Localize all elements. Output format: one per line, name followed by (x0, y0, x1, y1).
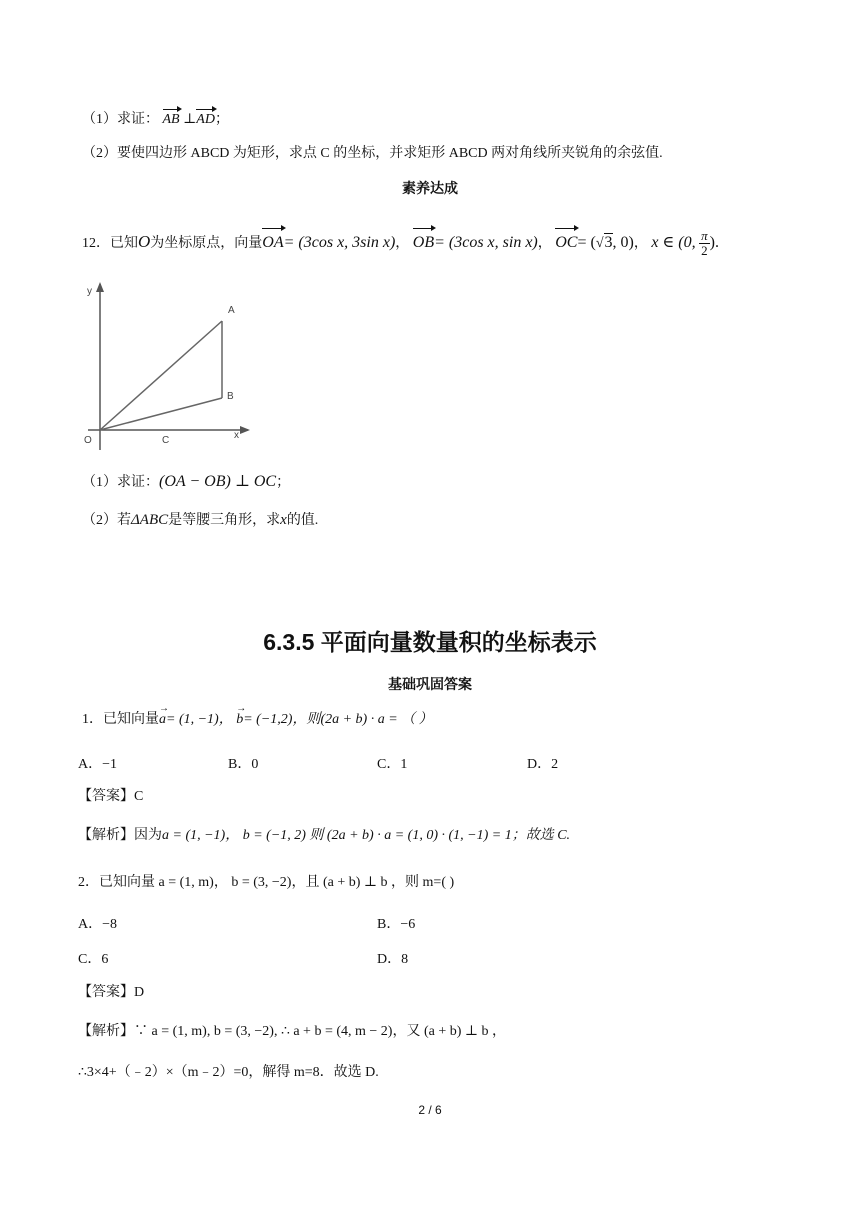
ans2-option-d: D．8 (377, 952, 409, 967)
frac-numerator: π (701, 228, 708, 244)
q12-oc-close: , 0) (612, 234, 634, 251)
q12-part1-prefix: （1）求证： (82, 475, 159, 490)
ans1-option-d: D．2 (527, 757, 559, 772)
label-b: B (227, 391, 234, 402)
vector-ad: AD (196, 110, 215, 130)
ans2-option-a: A．−8 (78, 917, 118, 932)
vector-oc: OC (555, 229, 577, 257)
perp-symbol: ⊥ (183, 112, 197, 127)
q11-part1 (82, 110, 229, 130)
ans1-question (82, 710, 433, 730)
answer-subtitle: 基础巩固答案 (388, 678, 472, 693)
q11-part1-end: ； (214, 112, 229, 127)
section-heading-suyang: 素养达成 (402, 182, 458, 197)
q12-part2-prefix: （2）若 (82, 513, 131, 528)
ans2-explanation-1: 【解析】∵ a = (1, m), b = (3, −2), ∴ a + b = (4, m − 2)，又 (a + b) ⊥ b ， (78, 1024, 507, 1039)
vector-ob: OB (413, 229, 434, 257)
q12-statement: 12．已知O为坐标原点，向量OA= (3cos x, 3sin x)， OB= (3cos x, sin x)， OC= (√3, 0)， x ∈ (0, $\frac{\pi}{2}$ ). (82, 228, 719, 259)
frac-denominator: 2 (701, 243, 708, 259)
q12-origin: O (138, 232, 151, 251)
ans1-b-value: = (−1,2)，则 (243, 712, 321, 727)
q11-part1-prefix: （1）求证： (82, 112, 159, 127)
q12-part2 (82, 510, 318, 531)
q12-triangle: ΔABC (131, 512, 169, 528)
q12-ob-value: = (3cos x, sin x) (434, 234, 538, 251)
q12-oa-value: = (3cos x, 3sin x) (283, 234, 396, 251)
q12-part1-expr: (OA − OB) ⊥ OC (159, 473, 277, 490)
ans1-expression: (2a + b) · a = （ ） (320, 712, 433, 727)
ans1-a-value: = (1, −1)， (166, 712, 233, 727)
q12-x-range-close: ). (709, 234, 719, 251)
q11-part2: （2）要使四边形 ABCD 为矩形，求点 C 的坐标，并求矩形 ABCD 两对角线所夹锐角的余弦值. (82, 146, 663, 161)
ans1-expl-lead: 【解析】因为 (78, 828, 162, 843)
y-axis-arrow (96, 282, 104, 292)
ans2-option-b: B．−6 (377, 917, 416, 932)
label-a: A (228, 305, 235, 316)
q12-part2-x: x (280, 512, 287, 528)
label-c: C (162, 435, 170, 446)
vector-a: a → (159, 710, 166, 730)
vector-ab: AB (163, 110, 180, 130)
ans1-option-c: C．1 (377, 757, 408, 772)
q12-part1-end: ； (276, 475, 291, 490)
q12-oc-sqrt: 3 (604, 234, 613, 251)
q12-part2-end: 的值. (286, 513, 319, 528)
pi-over-two-fraction (699, 229, 710, 258)
ans2-answer: 【答案】D (78, 985, 145, 1000)
ans1-option-a: A．−1 (78, 757, 118, 772)
x-axis-arrow (240, 426, 250, 434)
ans2-option-c: C．6 (78, 952, 109, 967)
q12-oc-open: = ( (577, 234, 596, 251)
ans2-question: 2．已知向量 a = (1, m)， b = (3, −2)，且 (a + b) ⊥ b ，则 m=( ) (78, 875, 455, 890)
ans1-explanation (78, 826, 570, 846)
ans1-option-b: B．0 (228, 757, 259, 772)
label-x: x (234, 430, 239, 441)
ans1-expl-body: a = (1, −1)， b = (−1, 2) 则 (2a + b) · a = (1, 0) · (1, −1) = 1；故选 C. (162, 828, 571, 843)
triangle-figure (78, 280, 268, 460)
q12-lead: 12．已知 (82, 236, 138, 251)
page-number: 2 / 6 (418, 1103, 442, 1117)
page-title: 6.3.5 平面向量数量积的坐标表示 (263, 629, 597, 655)
q12-part2-mid: 是等腰三角形，求 (168, 513, 281, 528)
q12-part1 (82, 470, 290, 495)
ans1-lead: 1．已知向量 (82, 712, 159, 727)
label-o: O (84, 435, 92, 446)
q12-x-range-open: x ∈ (0, (651, 234, 696, 251)
ans1-answer: 【答案】C (78, 789, 144, 804)
ans2-explanation-2: ∴3×4+（﹣2）×（m﹣2）=0，解得 m=8．故选 D. (78, 1065, 379, 1080)
vector-oa: OA (262, 229, 283, 257)
q12-mid: 为坐标原点，向量 (150, 236, 263, 251)
vector-b: b → (236, 710, 243, 730)
label-y: y (87, 286, 92, 297)
